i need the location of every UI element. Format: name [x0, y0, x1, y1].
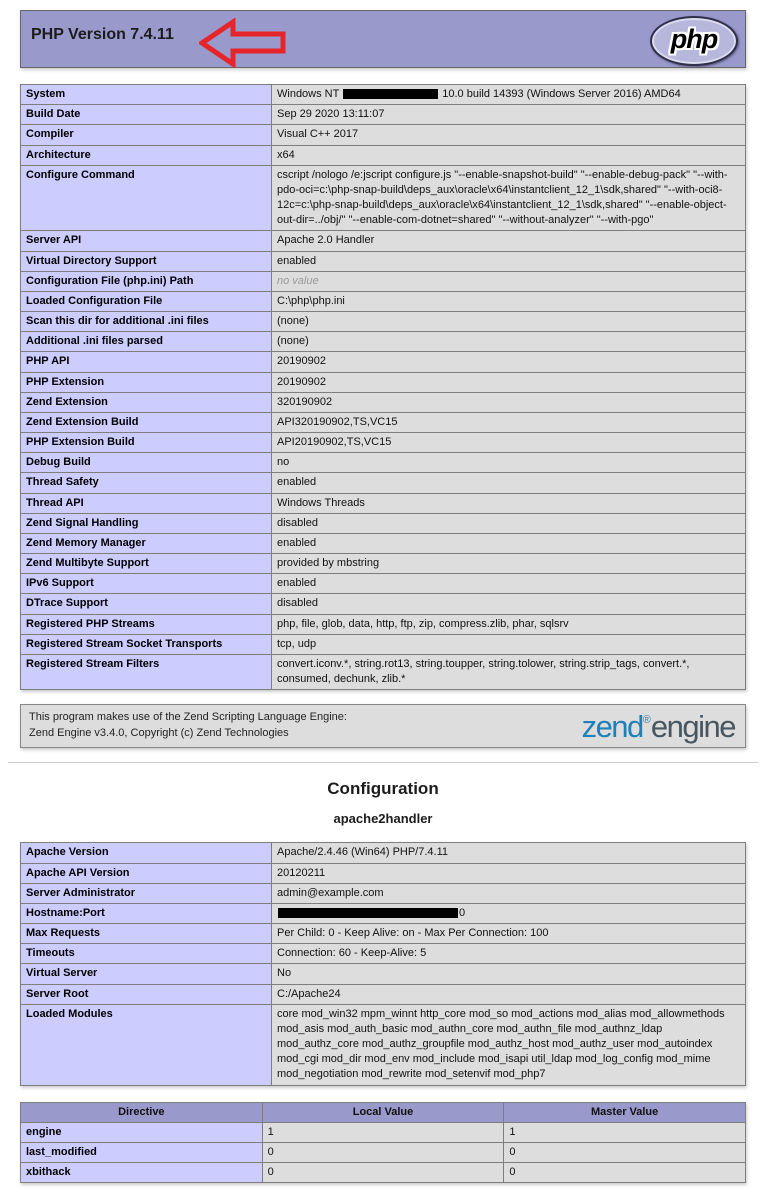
php-logo[interactable] — [650, 16, 738, 66]
row-value: Apache 2.0 Handler — [272, 231, 746, 251]
table-row — [21, 412, 746, 432]
row-label: Loaded Configuration File — [21, 291, 272, 311]
row-label: Build Date — [21, 105, 272, 125]
row-value: convert.iconv.*, string.rot13, string.toupper, string.tolower, string.strip_tags, convert.*, consumed, dechunk, zlib.* — [272, 654, 746, 689]
table-row — [21, 352, 746, 372]
section-divider — [8, 762, 758, 763]
row-value: x64 — [272, 145, 746, 165]
row-label: IPv6 Support — [21, 574, 272, 594]
table-row — [21, 614, 746, 634]
row-label: Configuration File (php.ini) Path — [21, 271, 272, 291]
row-value — [272, 271, 746, 291]
zend-credit-line1: This program makes use of the Zend Scripting Language Engine: — [29, 711, 347, 724]
row-label: Registered Stream Filters — [21, 654, 272, 689]
table-row — [21, 105, 746, 125]
table-row — [21, 251, 746, 271]
row-value: (none) — [272, 332, 746, 352]
row-value: 320190902 — [272, 392, 746, 412]
master-value: 0 — [504, 1163, 746, 1183]
row-label: Virtual Directory Support — [21, 251, 272, 271]
row-label: Apache Version — [21, 843, 272, 863]
registered-trademark-icon: ® — [642, 713, 651, 726]
local-value: 0 — [262, 1142, 504, 1162]
row-label: PHP Extension Build — [21, 433, 272, 453]
row-value: 0 — [272, 903, 746, 923]
table-row — [21, 271, 746, 291]
row-value: Per Child: 0 - Keep Alive: on - Max Per Connection: 100 — [272, 924, 746, 944]
table-row — [21, 1163, 746, 1183]
apache2handler-heading: apache2handler — [333, 811, 433, 827]
row-value: Windows NT 10.0 build 14393 (Windows Server 2016) AMD64 — [272, 85, 746, 105]
row-value: enabled — [272, 473, 746, 493]
row-label: System — [21, 85, 272, 105]
row-label: Virtual Server — [21, 964, 272, 984]
directive-name: last_modified — [21, 1142, 263, 1162]
table-row — [21, 574, 746, 594]
row-value: Apache/2.4.46 (Win64) PHP/7.4.11 — [272, 843, 746, 863]
row-label: PHP Extension — [21, 372, 272, 392]
row-label: Zend Extension — [21, 392, 272, 412]
row-value: php, file, glob, data, http, ftp, zip, compress.zlib, phar, sqlsrv — [272, 614, 746, 634]
row-value: enabled — [272, 251, 746, 271]
master-value: 1 — [504, 1122, 746, 1142]
zend-engine-logo[interactable] — [581, 708, 737, 744]
row-value: provided by mbstring — [272, 554, 746, 574]
row-label: Hostname:Port — [21, 903, 272, 923]
row-label: Thread Safety — [21, 473, 272, 493]
zend-logo-zend: zend — [581, 708, 643, 744]
table-row — [21, 145, 746, 165]
row-label: DTrace Support — [21, 594, 272, 614]
row-label: Configure Command — [21, 165, 272, 231]
red-arrow-annotation — [199, 18, 287, 68]
zend-credit-line2: Zend Engine v3.4.0, Copyright (c) Zend Technologies — [29, 727, 289, 740]
row-label: Additional .ini files parsed — [21, 332, 272, 352]
table-row — [21, 453, 746, 473]
apache2handler-info-table — [20, 842, 746, 1085]
zend-engine-credit-box — [20, 704, 746, 748]
row-value: disabled — [272, 594, 746, 614]
table-row — [21, 903, 746, 923]
row-label: Server Root — [21, 984, 272, 1004]
phpinfo-page — [0, 10, 766, 1183]
row-label: Zend Signal Handling — [21, 513, 272, 533]
row-value: 20190902 — [272, 352, 746, 372]
zend-logo-engine: engine — [650, 708, 735, 744]
row-label: Architecture — [21, 145, 272, 165]
table-row — [21, 231, 746, 251]
redaction-bar — [278, 908, 458, 918]
row-label: Scan this dir for additional .ini files — [21, 312, 272, 332]
table-row — [21, 85, 746, 105]
table-row — [21, 843, 746, 863]
row-label: Thread API — [21, 493, 272, 513]
row-value: no — [272, 453, 746, 473]
table-row — [21, 554, 746, 574]
directive-name: engine — [21, 1122, 263, 1142]
row-label: Registered Stream Socket Transports — [21, 634, 272, 654]
directive-values-table — [20, 1102, 746, 1184]
row-value: enabled — [272, 574, 746, 594]
row-label: PHP API — [21, 352, 272, 372]
row-label: Zend Extension Build — [21, 412, 272, 432]
php-core-info-table — [20, 84, 746, 690]
row-value: Visual C++ 2017 — [272, 125, 746, 145]
row-label: Timeouts — [21, 944, 272, 964]
table-row — [21, 513, 746, 533]
master-value: 0 — [504, 1142, 746, 1162]
local-value: 0 — [262, 1163, 504, 1183]
table-row — [21, 863, 746, 883]
table-row — [21, 433, 746, 453]
redaction-bar — [343, 89, 438, 99]
table-row — [21, 392, 746, 412]
table-row — [21, 944, 746, 964]
column-header: Local Value — [262, 1102, 504, 1122]
table-row — [21, 883, 746, 903]
row-label: Loaded Modules — [21, 1004, 272, 1085]
php-version-header — [20, 10, 746, 68]
row-value: C:\php\php.ini — [272, 291, 746, 311]
row-value: (none) — [272, 312, 746, 332]
table-row — [21, 165, 746, 231]
no-value-text: no value — [277, 274, 319, 287]
table-row — [21, 533, 746, 553]
column-header: Master Value — [504, 1102, 746, 1122]
row-label: Apache API Version — [21, 863, 272, 883]
row-value: admin@example.com — [272, 883, 746, 903]
table-row — [21, 964, 746, 984]
row-value: API20190902,TS,VC15 — [272, 433, 746, 453]
table-row — [21, 493, 746, 513]
table-row — [21, 125, 746, 145]
table-row — [21, 1142, 746, 1162]
row-value: tcp, udp — [272, 634, 746, 654]
table-row — [21, 372, 746, 392]
table-row — [21, 1004, 746, 1085]
table-row — [21, 291, 746, 311]
table-row — [21, 312, 746, 332]
row-label: Compiler — [21, 125, 272, 145]
table-row — [21, 594, 746, 614]
table-row — [21, 984, 746, 1004]
directive-name: xbithack — [21, 1163, 263, 1183]
row-value: 20190902 — [272, 372, 746, 392]
table-row — [21, 634, 746, 654]
row-value: enabled — [272, 533, 746, 553]
row-label: Registered PHP Streams — [21, 614, 272, 634]
php-logo-text: php — [670, 23, 718, 54]
page-title: PHP Version 7.4.11 — [31, 26, 174, 43]
row-value: Windows Threads — [272, 493, 746, 513]
row-label: Zend Memory Manager — [21, 533, 272, 553]
row-label: Zend Multibyte Support — [21, 554, 272, 574]
row-value: Connection: 60 - Keep-Alive: 5 — [272, 944, 746, 964]
row-value: cscript /nologo /e:jscript configure.js "--enable-snapshot-build" "--enable-debug-pack" "--with-pdo-oci=c:\php-snap-build\deps_aux\oracle\x64\instantclient_12_1\sdk,shared" "--with-oci8-12c=c:\php-snap-build\deps_aux\oracle\x64\instantclient_12_1\sdk,shared" "--enable-object-out-dir=../obj/" "--enable-com-dotnet=shared" "--without-analyzer" "--with-pgo" — [272, 165, 746, 231]
row-value: C:/Apache24 — [272, 984, 746, 1004]
row-value: 20120211 — [272, 863, 746, 883]
row-value: disabled — [272, 513, 746, 533]
configuration-heading: Configuration — [327, 779, 439, 799]
row-label: Server API — [21, 231, 272, 251]
row-value: API320190902,TS,VC15 — [272, 412, 746, 432]
column-header: Directive — [21, 1102, 263, 1122]
row-value: Sep 29 2020 13:11:07 — [272, 105, 746, 125]
table-row — [21, 924, 746, 944]
directive-header-row — [21, 1102, 746, 1122]
zend-credit-text — [29, 710, 347, 742]
table-row — [21, 473, 746, 493]
table-row — [21, 1122, 746, 1142]
table-row — [21, 332, 746, 352]
local-value: 1 — [262, 1122, 504, 1142]
row-value: core mod_win32 mpm_winnt http_core mod_so mod_actions mod_alias mod_allowmethods mod_asis mod_auth_basic mod_authn_core mod_authn_file mod_authnz_ldap mod_authz_core mod_authz_groupfile mod_authz_host mod_authz_user mod_autoindex mod_cgi mod_dir mod_env mod_include mod_isapi util_ldap mod_log_config mod_mime mod_negotiation mod_rewrite mod_setenvif mod_php7 — [272, 1004, 746, 1085]
table-row — [21, 654, 746, 689]
row-label: Debug Build — [21, 453, 272, 473]
row-label: Max Requests — [21, 924, 272, 944]
row-label: Server Administrator — [21, 883, 272, 903]
row-value: No — [272, 964, 746, 984]
